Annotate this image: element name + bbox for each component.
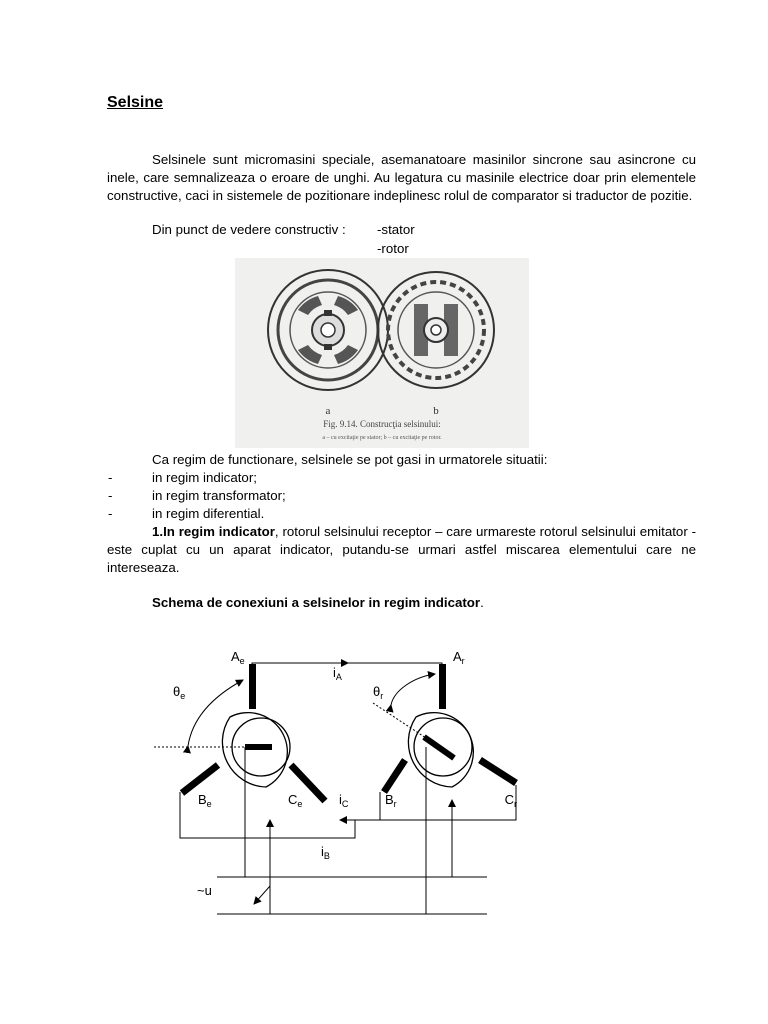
figure-subcaption: a – cu excitaţie pe stator; b – cu excitaţie pe rotor. (322, 435, 442, 441)
winding-ar (439, 664, 446, 709)
construction-label: Din punct de vedere constructiv : (152, 222, 346, 237)
list-item-text: in regim indicator; (152, 470, 257, 485)
list-item (108, 469, 286, 487)
indicator-bold-prefix: 1.In regim indicator (152, 524, 275, 539)
label-be: $B_e$ (198, 792, 212, 809)
construction-item-rotor: -rotor (377, 241, 409, 256)
figure-label-b: b (433, 405, 439, 417)
winding-ae (249, 664, 256, 709)
list-item-text: in regim diferential. (152, 506, 265, 521)
label-ae: $A_e$ (231, 649, 245, 666)
list-item-text: in regim transformator; (152, 488, 286, 503)
list-dash: - (108, 506, 113, 521)
selsin-schema-svg (140, 640, 520, 930)
selsin-b-drawing (378, 272, 494, 388)
schema-title-bold: Schema de conexiuni a selsinelor in regim indicator (152, 595, 481, 610)
label-ia: $i_A$ (333, 665, 342, 682)
label-ar: $A_r$ (453, 649, 465, 666)
construction-item-stator: -stator (377, 222, 415, 237)
selsin-figure-drawing (235, 258, 529, 448)
label-theta-r: $\theta_r$ (373, 684, 384, 701)
regimes-list (108, 469, 286, 523)
list-item (108, 505, 286, 523)
label-ce: $C_e$ (288, 792, 303, 809)
schema-diagram (140, 640, 520, 935)
label-ib: $i_B$ (321, 844, 330, 861)
figure-caption: Fig. 9.14. Construcţia selsinului: (323, 419, 441, 429)
receiver-rotor (424, 737, 454, 758)
label-ic: $i_C$ (339, 792, 349, 809)
list-item (108, 487, 286, 505)
regimes-intro: Ca regim de functionare, selsinele se pot gasi in urmatorele situatii: (152, 452, 548, 467)
figure-label-a: a (325, 405, 331, 417)
schema-title-suffix: . (480, 595, 484, 610)
label-cr: $C_r$ (504, 792, 517, 809)
list-dash: - (108, 470, 113, 485)
page-title: Selsine (107, 94, 164, 111)
intro-paragraph: Selsinele sunt micromasini speciale, asemanatoare masinilor sincrone sau asincrone cu inele, care semnalizeaza o eroare de unghi. Au legatura cu masinile electrice doar prin elementele constructive, caci in sistemele de pozitionare indeplinesc rolul de comparator si traductor de pozitie. (107, 152, 696, 203)
label-theta-e: $\theta_e$ (173, 684, 186, 701)
label-br: $B_r$ (385, 792, 397, 809)
indicator-text: , rotorul selsinului receptor – care urmareste rotorul selsinului emitator - este cuplat cu un aparat indicator, putandu-se urmari astfel miscarea elementului care ne intereseaza. (107, 524, 696, 575)
schema-title (152, 595, 484, 610)
list-dash: - (108, 488, 113, 503)
label-supply: ~u (197, 883, 212, 898)
selsin-a-drawing (268, 270, 388, 390)
receiver-selsin (384, 664, 516, 792)
selsin-construction-figure (235, 258, 529, 448)
emitter-selsin (182, 664, 325, 801)
indicator-paragraph (107, 523, 696, 577)
